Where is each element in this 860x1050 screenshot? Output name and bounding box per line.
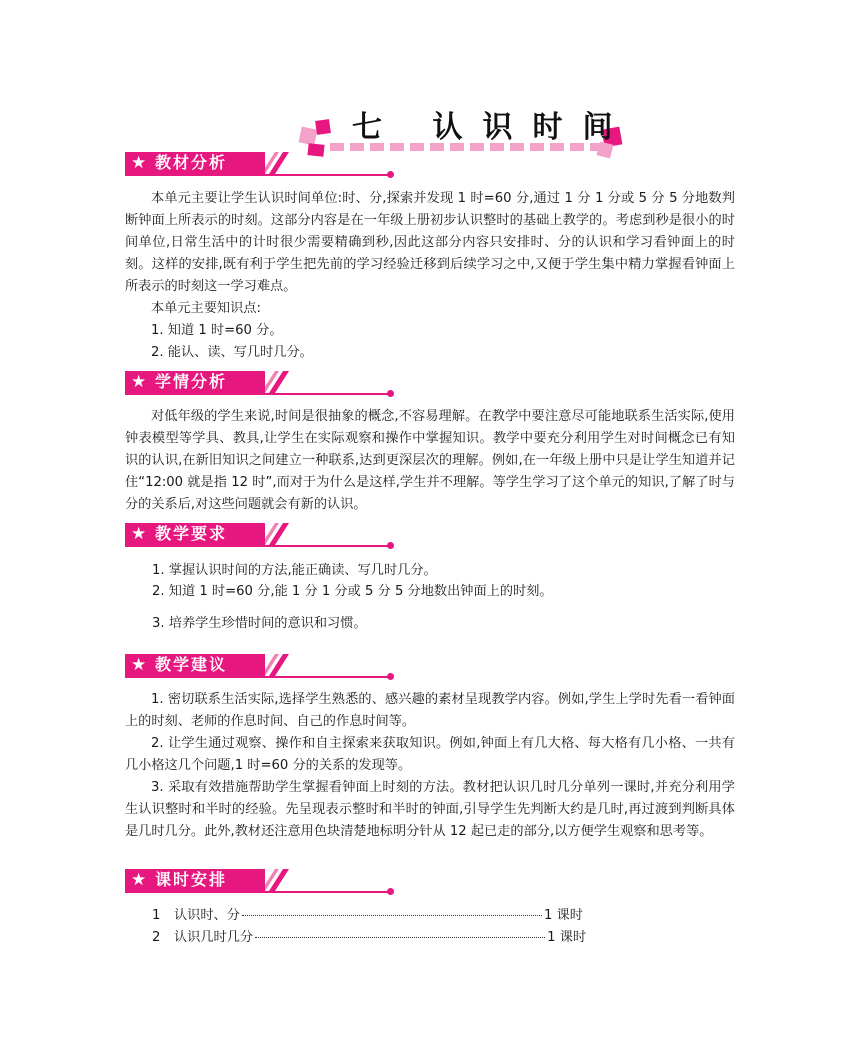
section-header-lesson-schedule [125, 869, 415, 895]
schedule-row [152, 905, 583, 927]
knowledge-point: 1. 知道 1 时=60 分。 [151, 323, 283, 338]
section-header-student-analysis [125, 371, 415, 397]
requirement-item: 3. 培养学生珍惜时间的意识和习惯。 [152, 616, 367, 631]
paragraph: 本单元主要让学生认识时间单位:时、分,探索并发现 1 时=60 分,通过 1 分 1 分或 5 分 5 分地数判断钟面上所表示的时刻。这部分内容是在一年级上册初步认识整时的基础上教学的。考虑到秒是很小的时间单位,日常生活中的计时很少需要精确到秒,因此这部分内容只安排时、分的认识和学习看钟面上的时刻。这样的安排,既有利于学生把先前的学习经验迁移到后续学习之中,又便于学生集中精力掌握看钟面上所表示的时刻这一学习难点。 [125, 191, 735, 294]
section-header-textbook-analysis [125, 152, 415, 178]
knowledge-point: 2. 能认、读、写几时几分。 [151, 345, 313, 360]
deco-square [315, 119, 331, 135]
star-icon: ★ [131, 153, 147, 173]
suggestion-item: 1. 密切联系生活实际,选择学生熟悉的、感兴趣的素材呈现教学内容。例如,学生上学时先看一看钟面上的时刻、老师的作息时间、自己的作息时间等。 [125, 692, 735, 729]
section-title: 学情分析 [155, 372, 228, 391]
lesson-number: 2 [152, 930, 161, 945]
schedule-row [152, 927, 586, 949]
lesson-topic: 认识几时几分 [174, 930, 254, 945]
section-header-teaching-suggestions [125, 654, 415, 680]
star-icon: ★ [131, 655, 147, 675]
section-title: 教学建议 [155, 655, 228, 674]
suggestion-item: 2. 让学生通过观察、操作和自主探索来获取知识。例如,钟面上有几大格、每大格有几小格、一共有几小格这几个问题,1 时=60 分的关系的发现等。 [125, 736, 735, 773]
lesson-hours: 1 课时 [547, 930, 587, 945]
section-title: 教学要求 [155, 524, 228, 543]
dot-leader [255, 936, 545, 938]
lesson-number: 1 [152, 908, 161, 923]
star-icon: ★ [131, 870, 147, 890]
star-icon: ★ [131, 524, 147, 544]
lesson-topic: 认识时、分 [174, 908, 240, 923]
dot-leader [242, 914, 542, 916]
knowledge-intro: 本单元主要知识点: [151, 301, 261, 316]
requirement-item: 1. 掌握认识时间的方法,能正确读、写几时几分。 [152, 563, 437, 578]
section-title: 课时安排 [155, 870, 228, 889]
requirement-item: 2. 知道 1 时=60 分,能 1 分 1 分或 5 分 5 分地数出钟面上的时刻。 [152, 584, 553, 599]
section-header-teaching-requirements [125, 523, 415, 549]
page-title: 七 认识时间 [352, 110, 633, 145]
paragraph: 对低年级的学生来说,时间是很抽象的概念,不容易理解。在教学中要注意尽可能地联系生活实际,使用钟表模型等学具、教具,让学生在实际观察和操作中掌握知识。教学中要充分利用学生对时间概念已有知识的认识,在新旧知识之间建立一种联系,达到更深层次的理解。例如,在一年级上册中只是让学生知道并记住“12:00 就是指 12 时”,而对于为什么是这样,学生并不理解。等学生学习了这个单元的知识,了解了时与分的关系后,对这些问题就会有新的认识。 [125, 409, 735, 512]
lesson-hours: 1 课时 [543, 908, 583, 923]
star-icon: ★ [131, 372, 147, 392]
section-title: 教材分析 [155, 153, 228, 172]
suggestion-item: 3. 采取有效措施帮助学生掌握看钟面上时刻的方法。教材把认识几时几分单列一课时,并充分利用学生认识整时和半时的经验。先呈现表示整时和半时的钟面,引导学生先判断大约是几时,再过渡到判断具体是几时几分。此外,教材还注意用色块清楚地标明分针从 12 起已走的部分,以方便学生观察和思考等。 [125, 780, 735, 839]
